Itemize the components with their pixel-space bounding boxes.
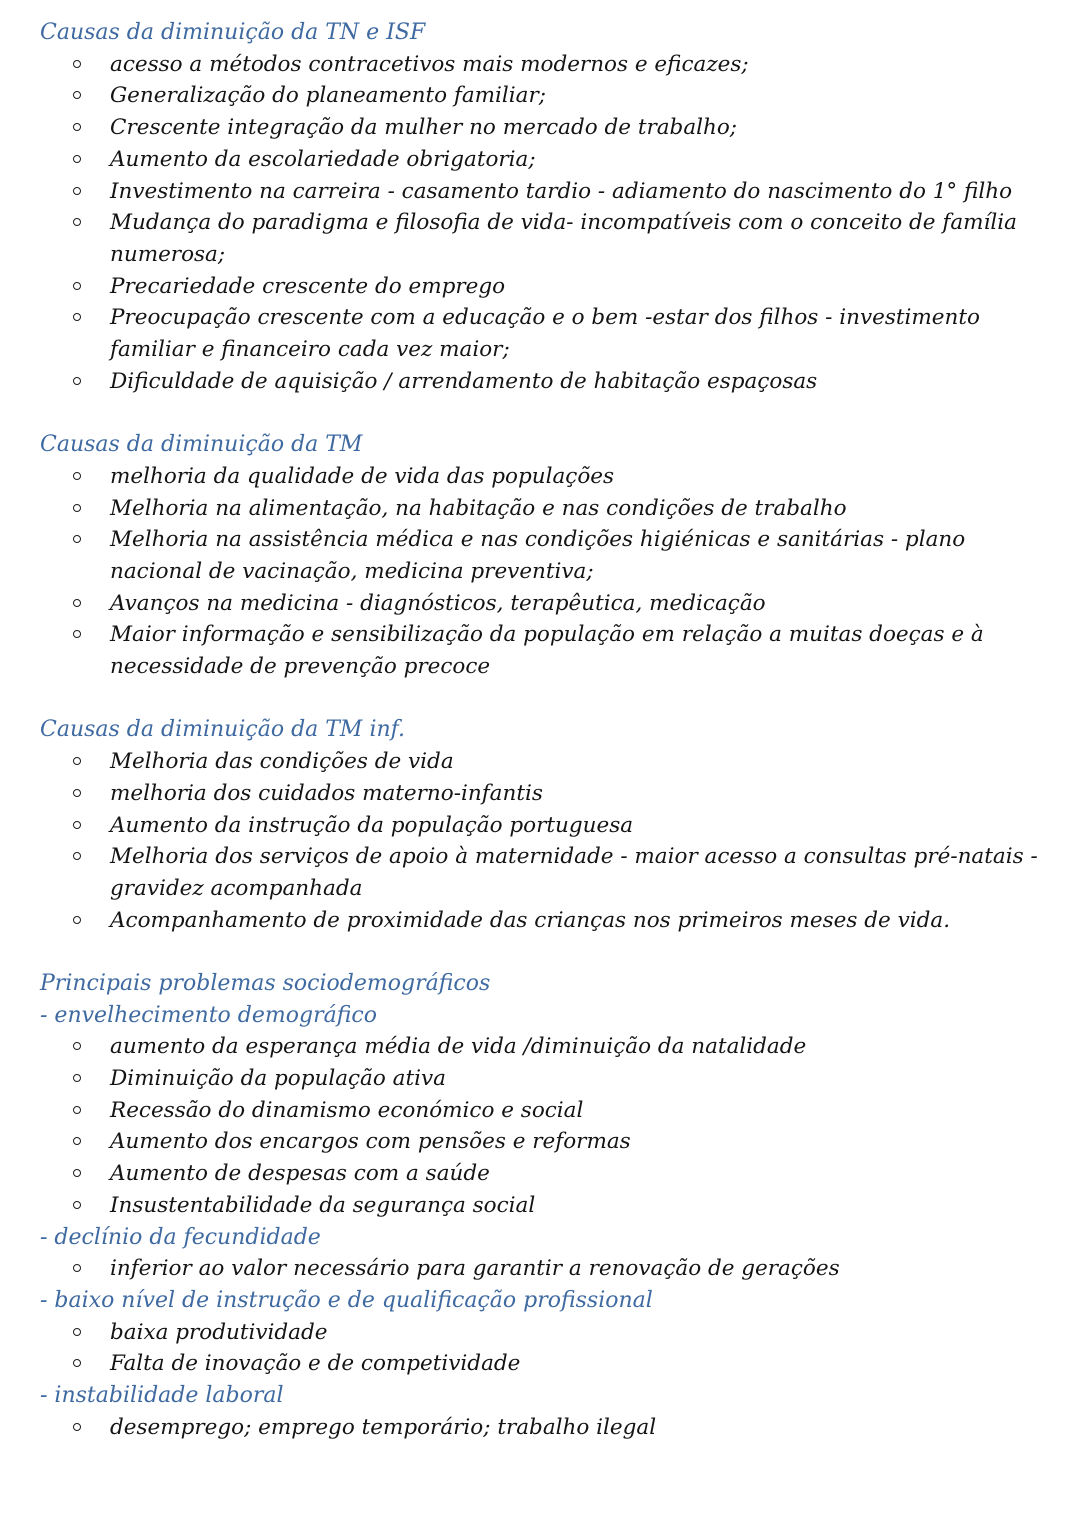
circle-bullet-icon xyxy=(73,599,81,607)
circle-bullet-icon xyxy=(73,852,81,860)
list-item: Falta de inovação e de competividade xyxy=(0,1348,1080,1380)
list-item: Melhoria dos serviços de apoio à maternidade - maior acesso a consultas pré-natais - gravidez acompanhada xyxy=(0,841,1080,904)
list-item: Mudança do paradigma e filosofia de vida- incompatíveis com o conceito de família numerosa; xyxy=(0,207,1080,270)
list-item: Crescente integração da mulher no mercado de trabalho; xyxy=(0,112,1080,144)
list-item: Aumento da instrução da população portuguesa xyxy=(0,810,1080,842)
circle-bullet-icon xyxy=(73,472,81,480)
list-item: aumento da esperança média de vida /diminuição da natalidade xyxy=(0,1031,1080,1063)
subheading-envelhecimento: - envelhecimento demográfico xyxy=(40,1002,377,1028)
circle-bullet-icon xyxy=(73,1328,81,1336)
group-list-envelhecimento xyxy=(0,1031,1080,1221)
circle-bullet-icon xyxy=(73,1359,81,1367)
list-item: melhoria dos cuidados materno-infantis xyxy=(0,778,1080,810)
list-item: Melhoria na assistência médica e nas condições higiénicas e sanitárias - plano nacional de vacinação, medicina preventiva; xyxy=(0,524,1080,587)
section-heading-tm: Causas da diminuição da TM xyxy=(40,432,363,458)
list-item: Acompanhamento de proximidade das crianças nos primeiros meses de vida. xyxy=(0,905,1080,937)
list-item: Melhoria das condições de vida xyxy=(0,746,1080,778)
list-item: desemprego; emprego temporário; trabalho ilegal xyxy=(0,1412,1080,1444)
circle-bullet-icon xyxy=(73,504,81,512)
list-item: Aumento de despesas com a saúde xyxy=(0,1158,1080,1190)
circle-bullet-icon xyxy=(73,91,81,99)
circle-bullet-icon xyxy=(73,123,81,131)
section-gap xyxy=(0,397,1080,429)
list-item: Insustentabilidade da segurança social xyxy=(0,1190,1080,1222)
list-item: Avanços na medicina - diagnósticos, terapêutica, medicação xyxy=(0,588,1080,620)
circle-bullet-icon xyxy=(73,187,81,195)
group-list-instabilidade xyxy=(0,1412,1080,1444)
list-item: Aumento dos encargos com pensões e reformas xyxy=(0,1126,1080,1158)
section-heading-tm-inf: Causas da diminuição da TM inf. xyxy=(40,717,406,743)
circle-bullet-icon xyxy=(73,757,81,765)
list-item: Generalização do planeamento familiar; xyxy=(0,80,1080,112)
subheading-instabilidade: - instabilidade laboral xyxy=(40,1383,284,1409)
list-item: Melhoria na alimentação, na habitação e nas condições de trabalho xyxy=(0,493,1080,525)
section-heading-tn-isf: Causas da diminuição da TN e ISF xyxy=(40,20,426,45)
circle-bullet-icon xyxy=(73,789,81,797)
section-list-tm-inf xyxy=(0,746,1080,936)
circle-bullet-icon xyxy=(73,1137,81,1145)
list-item: Maior informação e sensibilização da população em relação a muitas doeças e à necessidade de prevenção precoce xyxy=(0,619,1080,682)
list-item: Preocupação crescente com a educação e o bem -estar dos filhos - investimento familiar e financeiro cada vez maior; xyxy=(0,302,1080,365)
section-gap xyxy=(0,683,1080,715)
group-list-fecundidade xyxy=(0,1253,1080,1285)
circle-bullet-icon xyxy=(73,916,81,924)
circle-bullet-icon xyxy=(73,218,81,226)
list-item: Diminuição da população ativa xyxy=(0,1063,1080,1095)
list-item: Precariedade crescente do emprego xyxy=(0,271,1080,303)
list-item: melhoria da qualidade de vida das populações xyxy=(0,461,1080,493)
list-item: Aumento da escolariedade obrigatoria; xyxy=(0,144,1080,176)
circle-bullet-icon xyxy=(73,1074,81,1082)
list-item: Investimento na carreira - casamento tardio - adiamento do nascimento do 1° filho xyxy=(0,176,1080,208)
section-list-tm xyxy=(0,461,1080,683)
list-item: Dificuldade de aquisição / arrendamento de habitação espaçosas xyxy=(0,366,1080,398)
list-item: inferior ao valor necessário para garantir a renovação de gerações xyxy=(0,1253,1080,1285)
circle-bullet-icon xyxy=(73,282,81,290)
circle-bullet-icon xyxy=(73,313,81,321)
list-item: acesso a métodos contracetivos mais modernos e eficazes; xyxy=(0,49,1080,81)
circle-bullet-icon xyxy=(73,1423,81,1431)
list-item: Recessão do dinamismo económico e social xyxy=(0,1095,1080,1127)
circle-bullet-icon xyxy=(73,1201,81,1209)
circle-bullet-icon xyxy=(73,630,81,638)
group-list-instrucao xyxy=(0,1317,1080,1380)
subheading-instrucao: - baixo nível de instrução e de qualificação profissional xyxy=(40,1287,653,1313)
section-gap xyxy=(0,936,1080,968)
section-heading-problems: Principais problemas sociodemográficos xyxy=(40,971,491,996)
circle-bullet-icon xyxy=(73,377,81,385)
notes-page xyxy=(0,17,1080,1443)
circle-bullet-icon xyxy=(73,1169,81,1177)
list-item: baixa produtividade xyxy=(0,1317,1080,1349)
circle-bullet-icon xyxy=(73,821,81,829)
circle-bullet-icon xyxy=(73,1106,81,1114)
circle-bullet-icon xyxy=(73,1264,81,1272)
section-list-tn-isf xyxy=(0,49,1080,398)
circle-bullet-icon xyxy=(73,155,81,163)
subheading-fecundidade: - declínio da fecundidade xyxy=(40,1224,321,1250)
circle-bullet-icon xyxy=(73,535,81,543)
circle-bullet-icon xyxy=(73,60,81,68)
circle-bullet-icon xyxy=(73,1042,81,1050)
